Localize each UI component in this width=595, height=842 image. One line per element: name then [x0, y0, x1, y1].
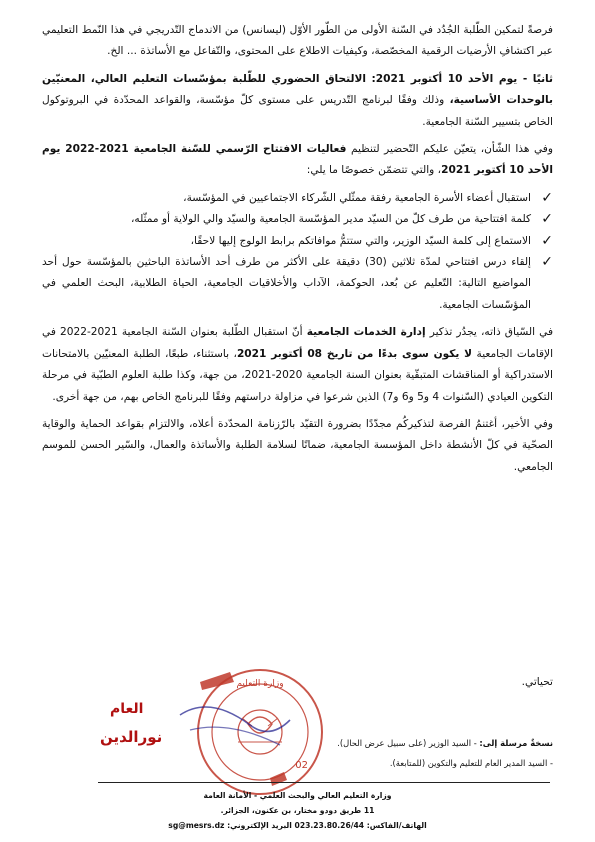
second-phase-heading: ثانيًا - يوم الأحد 10 أكتوبر 2021: الالتحاق الحضوري للطّلبة بمؤسّسات التعليم العالي، المعنيّين بالوحدات الأساسية، — [42, 72, 554, 107]
services-text-start: في السّياق ذاته، يجدُر تذكير — [425, 326, 554, 339]
footer — [0, 788, 595, 833]
checkmark-icon: ✓ — [541, 211, 553, 228]
services-heading: إدارة الخدمات الجامعية — [306, 326, 426, 339]
footer-contact: الهاتف/الفاكس: 023.23.80.26/44 البريد الإلكتروني: sg@mesrs.dz — [168, 821, 427, 830]
closing-text: وفي الأخير، أغتنمُ الفرصة لتذكيركُم مجدّدًا بضرورة التقيّد بالرّزنامة المحدّدة أعلاه، والالتزام بقواعد الحماية والوقاية الصحّية في كلّ الأنشطة داخل المؤسسة الجامعية، ضمانًا لسلامة الطلبة والأساتذة والعمال، والسّير الحسن للموسم الجامعي. — [42, 417, 553, 473]
stamp-number: 02 — [295, 760, 308, 771]
paragraph-university-services — [42, 322, 553, 408]
residence-date-highlight: لا يكون سوى بدءًا من تاريخ 08 أكتوبر 2021 — [236, 347, 473, 360]
signature-title: العام — [110, 701, 144, 717]
checklist-item — [42, 231, 553, 252]
copies-block — [253, 733, 553, 773]
paragraph-intro — [42, 20, 553, 63]
stamp-top-text: وزارة التعليم — [236, 679, 284, 689]
checklist-item-text: كلمة افتتاحية من طرف كلّ من السيّد مدير المؤسّسة الجامعية والسيّد والي الولاية أو ممثّله، — [130, 213, 531, 226]
ceremony-checklist — [42, 188, 553, 316]
checklist-item — [42, 188, 553, 209]
checklist-item — [42, 209, 553, 230]
footer-divider — [98, 782, 550, 783]
checklist-item-text: استقبال أعضاء الأسرة الجامعية رفقة ممثّلي الشّركاء الاجتماعيين في المؤسّسة، — [183, 191, 531, 204]
greeting: تحياتي. — [521, 676, 553, 688]
checkmark-icon: ✓ — [541, 189, 553, 206]
services-text-end: ، باستثناء، طبعًا، الطلبة المعنيّين بالامتحانات الاستدراكية أو المناقشات المتبقّية بعنوان السنة الجامعية 2020-2021، من جهة، وكذا طلبة العلوم الطبّية في مرحلة التكوين العيادي (السّنوات 4 و5 و6 و7) الذين شرعوا في مزاولة دراستهم وفقًا للبرنامج الخاص بهم، من جهة أخرى. — [42, 347, 553, 403]
signature-name: نورالدين — [100, 728, 163, 746]
checklist-item-text: الاستماع إلى كلمة السيّد الوزير، والتي ستتمُّ موافاتكم برابط الولوج إليها لاحقًا، — [190, 234, 531, 247]
footer-address: 11 طريق دودو مختار، بن عكنون، الجزائر. — [220, 806, 375, 815]
copies-recipient-director: - السيد المدير العام للتعليم والتكوين (للمتابعة). — [389, 758, 553, 768]
checkmark-icon: ✓ — [541, 254, 553, 271]
handwritten-signature-icon — [180, 707, 290, 731]
opening-ceremony-heading: فعاليات الافتتاح الرّسمي للسّنة الجامعية 2021-2022 يوم الأحد 10 أكتوبر 2021 — [42, 143, 553, 177]
paragraph-opening-ceremony — [42, 139, 553, 182]
services-text-mid: أنّ استقبال الطّلبة بعنوان السّنة الجامعية 2021-2022 في الإقامات الجامعية — [42, 326, 554, 360]
opening-text-end: ، والتي تتضمّن خصوصًا ما يلي: — [306, 164, 442, 177]
paragraph-second-phase — [42, 69, 553, 133]
paragraph-closing — [42, 414, 553, 478]
checklist-item-text: إلقاء درس افتتاحي لمدّة ثلاثين (30) دقيقة على الأكثر من طرف أحد الأساتذة الباحثين بالمؤسّسة حول أحد المواضيع التالية: التّعليم عن بُعد، الحوكمة، الآداب والأخلاقيات الجامعية، الحياة الطلابية، البحث العلمي في المؤسّسات الجامعية. — [42, 256, 531, 311]
second-phase-text: وذلك وفقًا لبرنامج التّدريس على مستوى كلّ مؤسّسة، والقواعد المحدّدة في البروتوكول الخاص بتسيير السّنة الجامعية. — [42, 94, 553, 128]
checklist-item — [42, 252, 553, 316]
checkmark-icon: ✓ — [541, 232, 553, 249]
copies-label: نسخةٌ مرسلة إلى: — [479, 738, 553, 748]
letter-body — [42, 20, 553, 484]
copies-recipient-minister: - السيد الوزير (على سبيل عرض الحال). — [337, 738, 477, 748]
footer-ministry: وزارة التعليم العالي والبحث العلمي - الأمانة العامة — [203, 791, 392, 800]
opening-text-start: وفي هذا الشّأن، يتعيّن عليكم التّحضير لتنظيم — [346, 143, 553, 156]
paragraph-intro-text: فرصةً لتمكين الطّلبة الجُدُد في السّنة الأولى من الطّور الأوّل (ليسانس) من الاندماج التّدريجي في هذا النّمط التعليمي عبر اكتشافِ الأرضيات الرقمية المخصّصة، وكيفيات الاطلاع على المحتوى، والتّفاعل مع الأساتذة ... الخ. — [42, 24, 553, 58]
copies-line-1 — [253, 733, 553, 753]
